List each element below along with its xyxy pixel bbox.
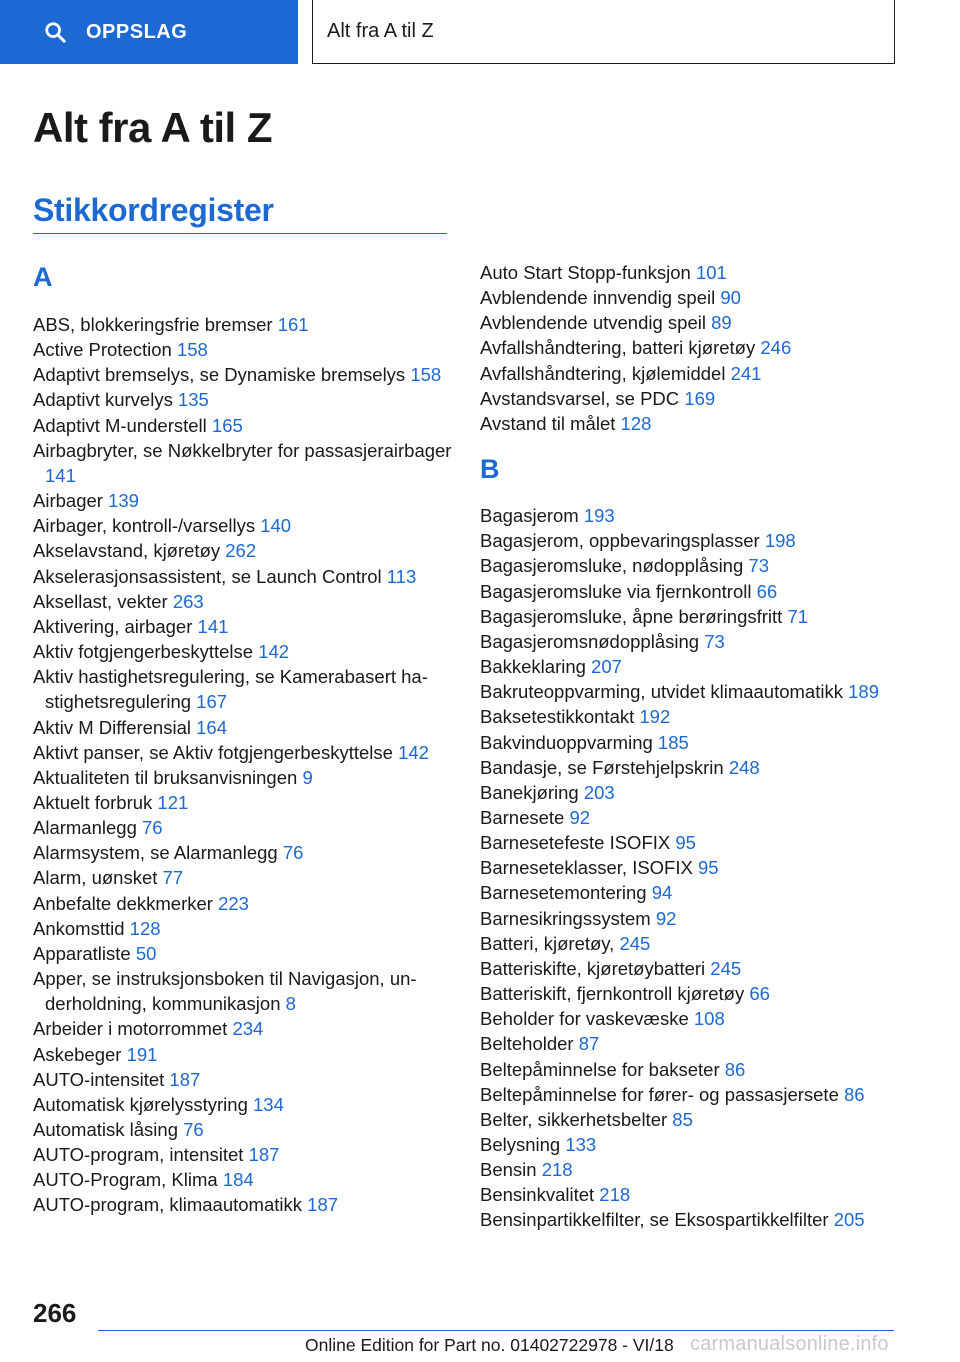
index-entry (480, 704, 900, 729)
index-entry-page-link[interactable]: 189 (848, 681, 879, 703)
index-entry-page-link[interactable]: 101 (695, 262, 727, 283)
index-entry-page-link[interactable]: 218 (541, 1159, 573, 1181)
index-entry-page-link[interactable]: 207 (591, 656, 622, 678)
index-entry-page-link[interactable]: 94 (651, 882, 673, 904)
index-entry (480, 956, 900, 981)
index-entry-text: Bandasje, se Førstehjelpskrin (480, 756, 724, 778)
index-entry (33, 715, 453, 740)
index-entry (480, 604, 900, 629)
index-entry (33, 513, 453, 538)
index-entry-page-link[interactable]: 223 (218, 892, 249, 914)
index-entry (33, 1117, 453, 1142)
index-entry-text: Avstand til målet (480, 412, 616, 434)
index-entry (480, 906, 900, 931)
index-entry-text: Ankomsttid (33, 917, 125, 939)
index-entry (33, 387, 453, 412)
index-entry-text: Aktuelt forbruk (33, 791, 153, 813)
index-entry-text: Avfallshåndtering, batteri kjøretøy (480, 337, 756, 359)
index-entry (33, 765, 453, 790)
index-entry-text: Alarmanlegg (33, 817, 137, 839)
index-entry-text: Bensin (480, 1159, 537, 1181)
index-entry-text: Aktiv M Differensial (33, 716, 191, 738)
index-entry-text: Active Protection (33, 339, 172, 361)
index-entry-page-link[interactable]: 95 (675, 832, 696, 854)
index-entry (480, 855, 900, 880)
index-entry-page-link[interactable]: 246 (760, 337, 792, 359)
index-entry-page-link[interactable]: 140 (260, 515, 292, 537)
index-entry-page-link[interactable]: 142 (398, 741, 429, 763)
index-entry-page-link[interactable]: 50 (135, 942, 157, 964)
index-entry (33, 966, 453, 1016)
index-entry (33, 941, 453, 966)
index-entry-text: Bagasjerom (480, 505, 579, 527)
index-entry (33, 815, 453, 840)
index-entry-text: Adaptivt bremselys, se Dynamiske bremselys (33, 364, 406, 386)
index-entry (33, 790, 453, 815)
index-entry (33, 564, 453, 589)
index-entry-text: Beholder for vaskevæske (480, 1008, 689, 1030)
index-entry (480, 579, 900, 604)
index-entry-page-link[interactable]: 203 (583, 781, 615, 803)
index-entry-page-link[interactable]: 169 (684, 387, 716, 409)
index-entry-text: Barnesikringssystem (480, 907, 651, 929)
index-entry-page-link[interactable]: 92 (655, 907, 677, 929)
index-entry (480, 335, 900, 360)
index-entry-page-link[interactable]: 66 (749, 983, 770, 1005)
index-entry (480, 310, 900, 335)
index-entry-page-link[interactable]: 134 (253, 1093, 284, 1115)
index-entry-page-link[interactable]: 245 (710, 957, 742, 979)
index-entry-text: AUTO-program, klimaautomatikk (33, 1194, 303, 1216)
index-entry (480, 629, 900, 654)
index-entry-text: Belteholder (480, 1033, 574, 1055)
index-entry-text: AUTO-intensitet (33, 1068, 165, 1090)
index-entry (480, 730, 900, 755)
index-entry-text: Aksellast, vekter (33, 590, 168, 612)
index-entry-page-link[interactable]: 95 (697, 857, 719, 879)
index-entry (33, 664, 453, 714)
index-entry (33, 740, 453, 765)
index-entry-page-link[interactable]: 89 (711, 312, 732, 334)
index-entry-page-link[interactable]: 66 (756, 580, 778, 602)
index-entry-page-link[interactable]: 263 (172, 590, 204, 612)
index-entry (480, 361, 900, 386)
index-entry-page-link[interactable]: 245 (619, 932, 651, 954)
index-entry-page-link[interactable]: 191 (126, 1043, 158, 1065)
index-entry-text: Avblendende utvendig speil (480, 312, 706, 334)
index-entry (33, 840, 453, 865)
index-entry (33, 488, 453, 513)
index-entry-text: Avstandsvarsel, se PDC (480, 387, 680, 409)
index-entry (480, 931, 900, 956)
footer-edition-text: Online Edition for Part no. 01402722978 - VI/18 (305, 1335, 674, 1355)
index-entry-page-link[interactable]: 185 (657, 731, 689, 753)
index-entry (480, 679, 900, 704)
index-entry (480, 411, 900, 436)
index-entry-page-link[interactable]: 192 (639, 706, 671, 728)
index-entry (33, 1042, 453, 1067)
search-icon (44, 21, 66, 43)
index-entry-text: Batteriskifte, kjøretøybatteri (480, 957, 706, 979)
index-entry-text: Akselavstand, kjøretøy (33, 540, 221, 562)
index-entry (480, 830, 900, 855)
index-entry (480, 503, 900, 528)
index-entry (480, 285, 900, 310)
index-column-left (33, 260, 453, 1218)
index-entry-text: Aktivt panser, se Aktiv fotgjengerbeskyttelse (33, 741, 393, 763)
index-entry-text: Barnesete (480, 806, 565, 828)
index-column-right (480, 260, 900, 1233)
index-entry-page-link[interactable]: 262 (225, 540, 257, 562)
index-entry-page-link[interactable]: 142 (258, 641, 290, 663)
index-entry-page-link[interactable]: 71 (787, 605, 809, 627)
index-entry-page-link[interactable]: 113 (386, 565, 417, 587)
index-entry-page-link[interactable]: 86 (844, 1083, 865, 1105)
index-entry (33, 865, 453, 890)
index-entry-text: Akselerasjonsassistent, se Launch Control (33, 565, 382, 587)
index-entry-text: Bakruteoppvarming, utvidet klimaautomatikk (480, 681, 843, 703)
index-entry-page-link[interactable]: 76 (183, 1119, 204, 1140)
index-entry (33, 538, 453, 563)
index-entry-text: Barneseteklasser, ISOFIX (480, 857, 693, 879)
index-entries-a (33, 312, 453, 1218)
index-entry (33, 1192, 453, 1217)
index-entry-text: Bagasjerom, oppbevaringsplasser (480, 530, 760, 552)
index-entry-text: Apparatliste (33, 942, 131, 964)
index-entry (480, 880, 900, 905)
index-entry-text: AUTO-program, intensitet (33, 1144, 244, 1166)
index-entry-text: Airbager, kontroll-/varsellys (33, 515, 256, 537)
index-entry-page-link[interactable]: 128 (129, 917, 161, 939)
index-entry (480, 1182, 900, 1207)
index-entry-page-link[interactable]: 167 (196, 691, 228, 713)
index-entry-page-link[interactable]: 73 (748, 555, 769, 577)
index-entry-page-link[interactable]: 73 (704, 630, 725, 652)
index-entry (480, 1107, 900, 1132)
oppslag-tab[interactable] (0, 0, 298, 64)
index-entry-page-link[interactable]: 161 (277, 314, 309, 335)
index-entry (480, 780, 900, 805)
index-entry-text: Avblendende innvendig speil (480, 287, 716, 309)
index-entry-text: ABS, blokkeringsfrie bremser (33, 314, 273, 335)
index-entry-text: Aktualiteten til bruksanvisningen (33, 766, 298, 788)
index-entry-page-link[interactable]: 76 (282, 842, 304, 864)
index-entry-text: Automatisk låsing (33, 1119, 178, 1140)
index-entry-page-link[interactable]: 248 (728, 756, 760, 778)
index-entry (33, 438, 453, 488)
index-entry (480, 1006, 900, 1031)
index-entry-page-link[interactable]: 121 (157, 791, 189, 813)
index-entry-page-link[interactable]: 90 (720, 287, 741, 309)
index-entry-text: Beltepåminnelse for bakseter (480, 1058, 720, 1080)
index-entry-page-link[interactable]: 85 (672, 1108, 693, 1130)
index-entry-page-link[interactable]: 234 (232, 1018, 264, 1040)
index-entry (480, 805, 900, 830)
index-entry-text: Airbagbryter, se Nøkkelbryter for passasjerairbager (33, 439, 452, 461)
index-entry-text: Adaptivt kurvelys (33, 389, 173, 411)
index-entry-page-link[interactable]: 141 (45, 464, 76, 486)
index-entry-text: Baksetestikkontakt (480, 706, 635, 728)
index-entry-page-link[interactable]: 9 (302, 766, 313, 788)
index-entry-text: Bagasjeromsluke, nødopplåsing (480, 555, 744, 577)
index-entry-page-link[interactable]: 187 (248, 1144, 280, 1166)
index-entry-page-link[interactable]: 133 (565, 1134, 597, 1155)
index-entry (480, 1132, 900, 1157)
index-entry-text: Airbager (33, 490, 103, 512)
index-entry-page-link[interactable]: 86 (724, 1058, 746, 1080)
index-entry-page-link[interactable]: 87 (578, 1033, 600, 1055)
section-title-box (312, 0, 895, 64)
footer-rule (98, 1330, 894, 1331)
section-heading: Stikkordregister (33, 192, 447, 234)
index-entry-text: Belysning (480, 1134, 561, 1155)
index-letter-a: A (33, 262, 53, 292)
oppslag-tab-label: OPPSLAG (86, 20, 188, 43)
footer-watermark: carmanualsonline.info (690, 1333, 889, 1355)
index-entry-page-link[interactable]: 8 (285, 993, 296, 1015)
page-number: 266 (33, 1298, 77, 1328)
index-entry (33, 312, 453, 337)
index-entry (33, 1167, 453, 1192)
index-entry-text: Alarmsystem, se Alarmanlegg (33, 842, 278, 864)
index-entry (480, 1031, 900, 1056)
index-entry (480, 1157, 900, 1182)
index-entry-page-link[interactable]: 158 (176, 339, 208, 361)
index-entry-text: Bagasjeromsluke via fjernkontroll (480, 580, 752, 602)
index-entry-page-link[interactable]: 158 (410, 364, 442, 386)
index-entries-b (480, 503, 900, 1233)
index-entry (480, 553, 900, 578)
index-entry-text: Automatisk kjørelysstyring (33, 1093, 248, 1115)
index-entry-text: Aktiv hastighetsregulering, se Kamerabasert hastighetsregulering (33, 666, 428, 713)
index-entry-page-link[interactable]: 205 (833, 1209, 865, 1231)
index-entry (480, 386, 900, 411)
index-entry (33, 362, 453, 387)
index-entry-text: Arbeider i motorrommet (33, 1018, 228, 1040)
index-entry-text: Barnesetemontering (480, 882, 647, 904)
index-entry-text: Aktiv fotgjengerbeskyttelse (33, 641, 254, 663)
index-entry-text: Aktivering, airbager (33, 615, 193, 637)
index-entry-page-link[interactable]: 193 (583, 505, 615, 527)
index-entry-page-link[interactable]: 76 (142, 817, 163, 839)
index-entry-page-link[interactable]: 92 (569, 806, 591, 828)
index-entry-page-link[interactable]: 164 (196, 716, 227, 738)
index-entry (480, 1082, 900, 1107)
index-entry (480, 1207, 900, 1232)
index-entry-page-link[interactable]: 128 (620, 412, 652, 434)
index-entry-text: Bagasjeromsluke, åpne berøringsfritt (480, 605, 783, 627)
index-entry-page-link[interactable]: 139 (108, 490, 139, 512)
index-entry (33, 916, 453, 941)
index-entry (33, 1016, 453, 1041)
index-entry-page-link[interactable]: 218 (599, 1184, 631, 1206)
index-entry-page-link[interactable]: 198 (764, 530, 796, 552)
index-entry-text: Banekjøring (480, 781, 579, 803)
index-entry (33, 1067, 453, 1092)
index-entry-text: Apper, se instruksjonsboken til Navigasjon, underholdning, kommunikasjon (33, 968, 417, 1015)
index-entry (480, 981, 900, 1006)
index-entry-page-link[interactable]: 184 (222, 1169, 254, 1191)
index-entry (480, 1057, 900, 1082)
index-entry-text: Alarm, uønsket (33, 867, 158, 889)
index-entry (33, 413, 453, 438)
index-entry-text: Bensinkvalitet (480, 1184, 595, 1206)
index-entry-text: Bakvinduoppvarming (480, 731, 653, 753)
index-entry (33, 589, 453, 614)
index-letter-b: B (480, 454, 500, 485)
index-entry-page-link[interactable]: 77 (162, 867, 184, 889)
index-entry-page-link[interactable]: 241 (730, 362, 762, 384)
index-entry-text: Batteriskift, fjernkontroll kjøretøy (480, 983, 745, 1005)
index-entry-text: Askebeger (33, 1043, 122, 1065)
index-entry-page-link[interactable]: 187 (169, 1068, 201, 1090)
index-entry-page-link[interactable]: 165 (211, 414, 243, 436)
index-entry-text: Belter, sikkerhetsbelter (480, 1108, 668, 1130)
index-entry (33, 1092, 453, 1117)
index-entry (480, 260, 900, 285)
index-entry-text: Adaptivt M-understell (33, 414, 207, 436)
index-entry-page-link[interactable]: 141 (197, 615, 229, 637)
index-entry (480, 654, 900, 679)
index-entry-text: AUTO-Program, Klima (33, 1169, 218, 1191)
index-entry (33, 891, 453, 916)
index-entry (480, 755, 900, 780)
index-entry-text: Avfallshåndtering, kjølemiddel (480, 362, 726, 384)
index-entry (480, 528, 900, 553)
index-entries-a-continued (480, 260, 900, 436)
index-entry-text: Auto Start Stopp-funksjon (480, 262, 691, 283)
index-entry-text: Bensinpartikkelfilter, se Eksospartikkelfilter (480, 1209, 829, 1231)
index-entry (33, 639, 453, 664)
index-entry (33, 337, 453, 362)
index-entry-page-link[interactable]: 135 (177, 389, 209, 411)
index-entry-page-link[interactable]: 108 (693, 1008, 725, 1030)
index-entry-text: Anbefalte dekkmerker (33, 892, 213, 914)
page-title: Alt fra A til Z (33, 104, 273, 151)
index-entry-page-link[interactable]: 187 (307, 1194, 339, 1216)
index-entry-text: Batteri, kjøretøy, (480, 932, 615, 954)
index-entry-text: Bakkeklaring (480, 656, 586, 678)
index-entry (33, 614, 453, 639)
index-entry-text: Beltepåminnelse for fører- og passasjersete (480, 1083, 839, 1105)
index-entry-text: Barnesetefeste ISOFIX (480, 832, 671, 854)
header-section-title: Alt fra A til Z (327, 20, 434, 42)
index-entry (33, 1142, 453, 1167)
index-entry-text: Bagasjeromsnødopplåsing (480, 630, 700, 652)
